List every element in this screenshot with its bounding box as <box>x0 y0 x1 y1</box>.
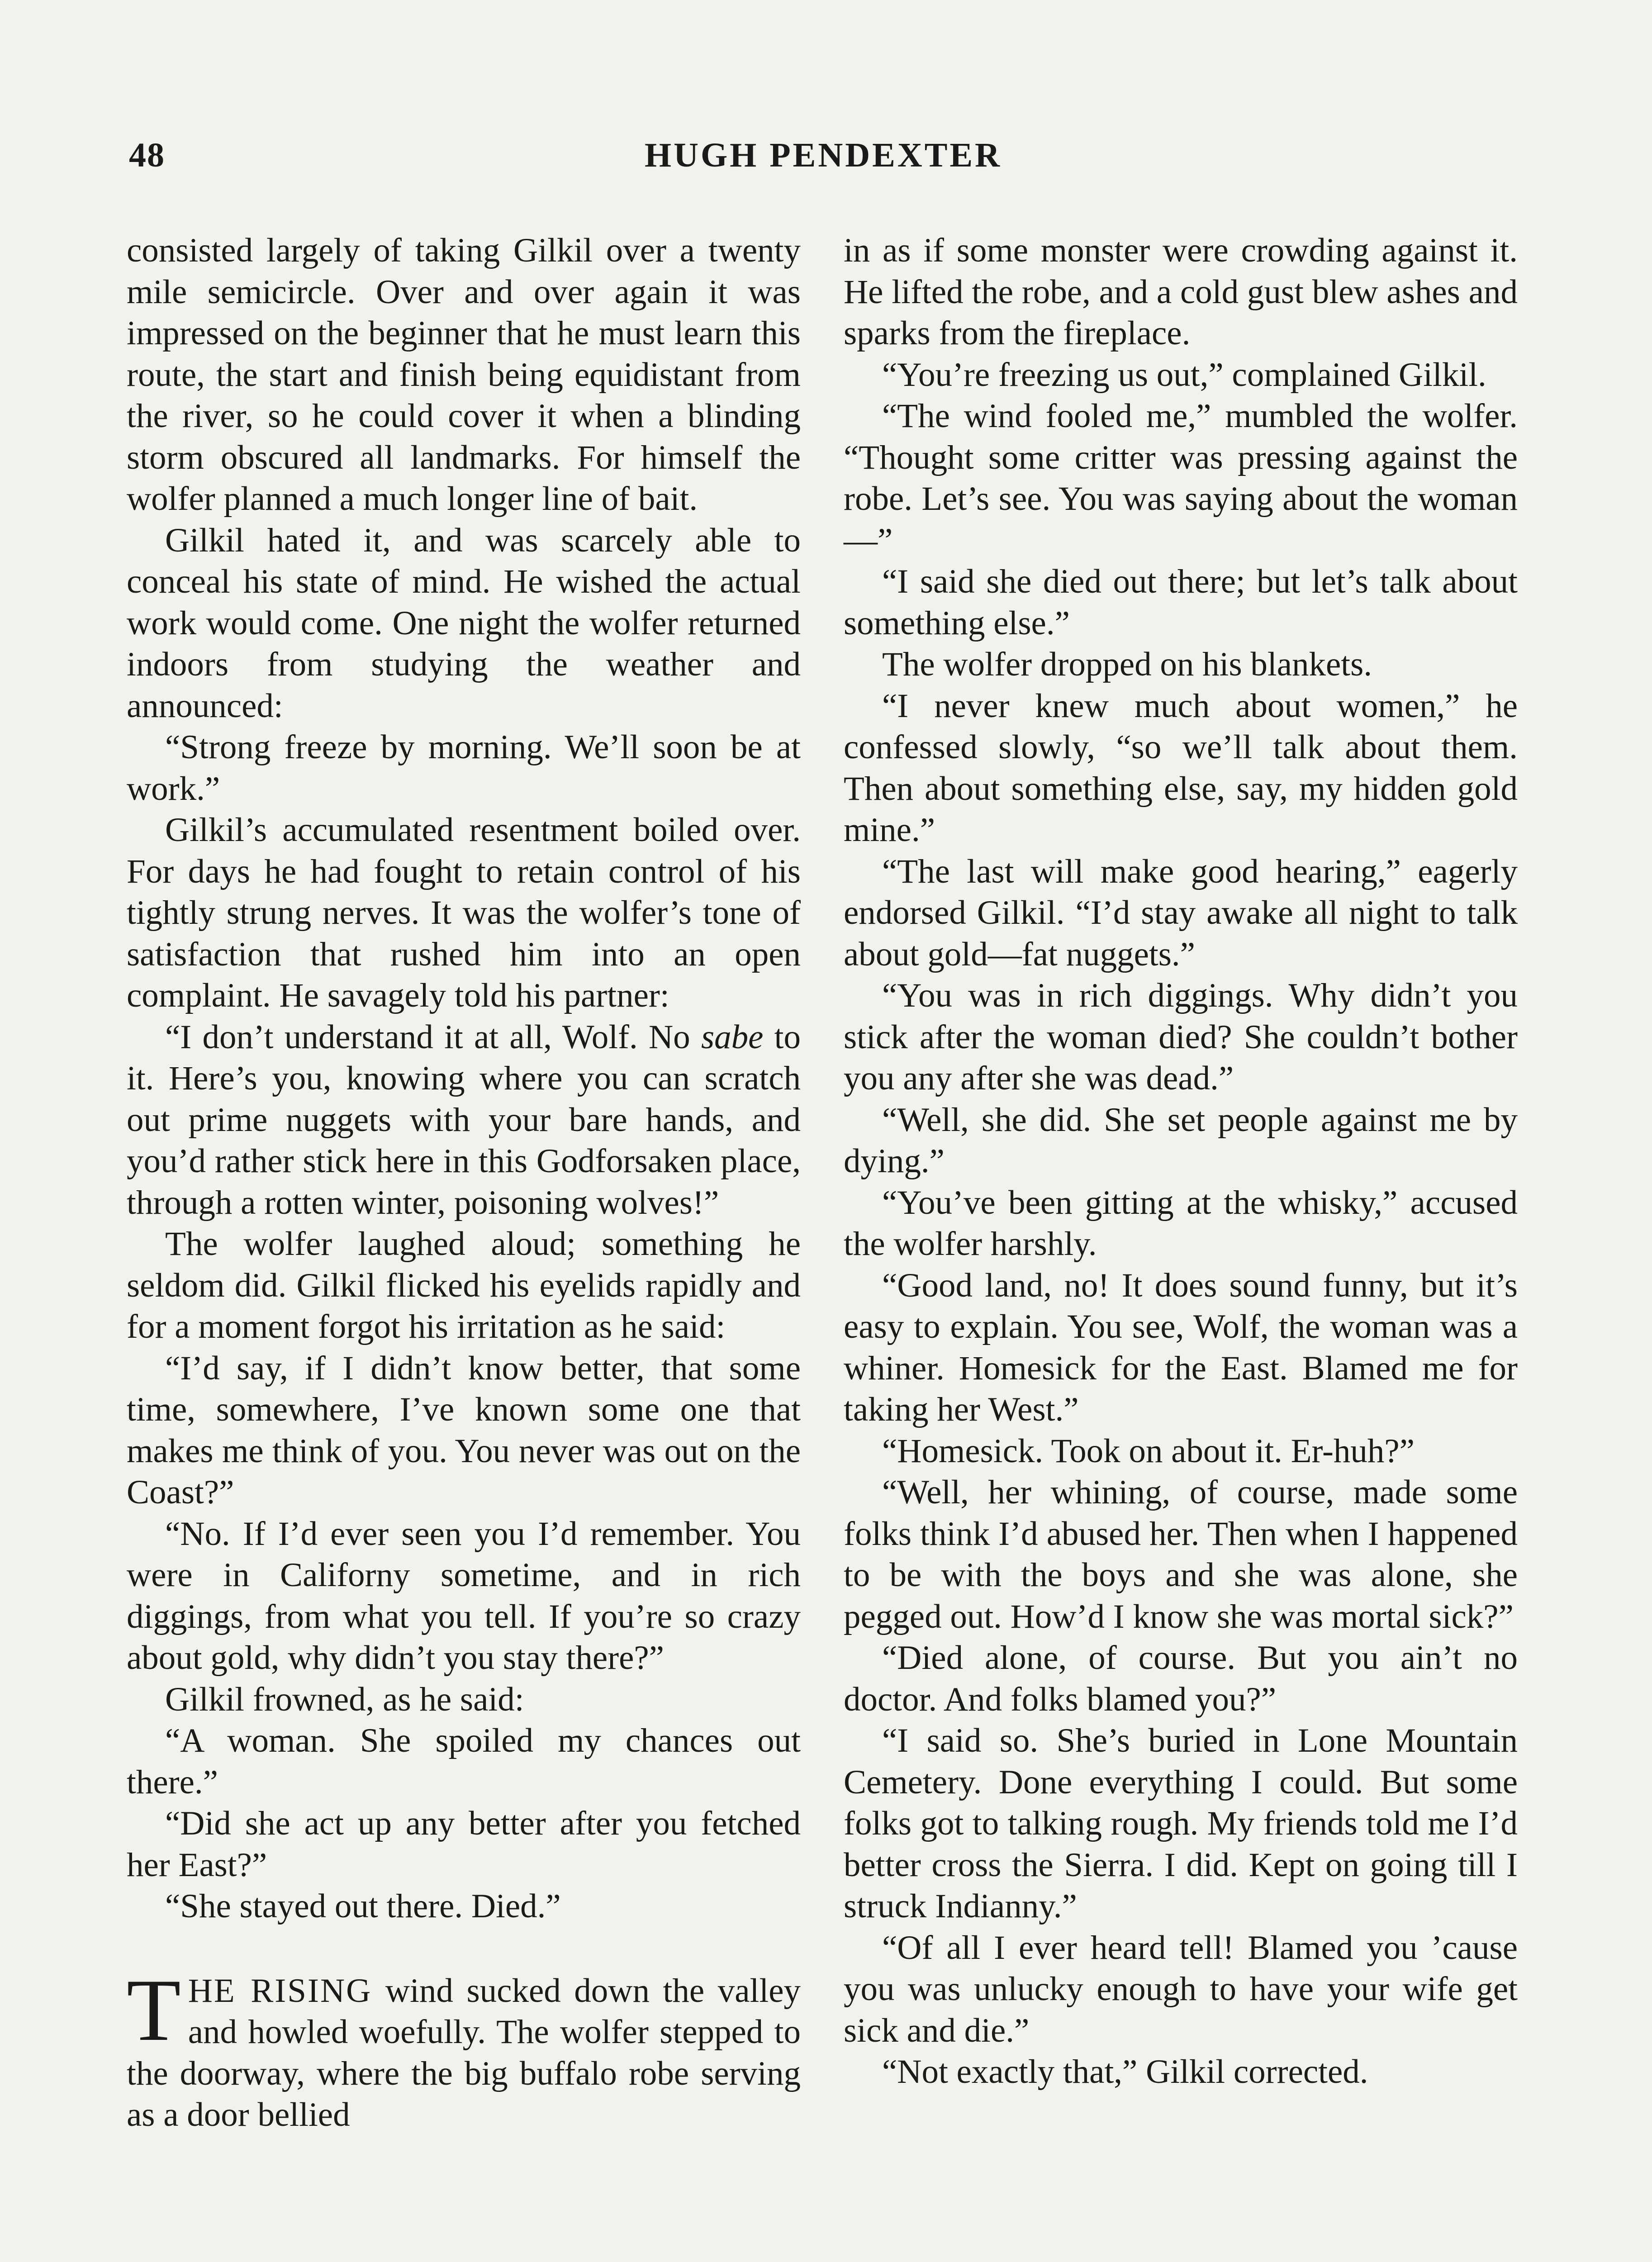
paragraph: “The wind fooled me,” mumbled the wolfer. “Thought some critter was pressing against the robe. Let’s see. You was saying about the woman—” <box>844 397 1518 559</box>
paragraph: “Of all I ever heard tell! Blamed you ’cause you was unlucky enough to have your wife get sick and die.” <box>844 1929 1518 2049</box>
paragraph: “I never knew much about women,” he confessed slowly, “so we’ll talk about them. Then about something else, say, my hidden gold mine.” <box>844 687 1518 849</box>
running-head: HUGH PENDEXTER <box>645 136 1002 174</box>
paragraph: Gilkil hated it, and was scarcely able to conceal his state of mind. He wished the actual work would come. One night the wolfer returned indoors from studying the weather and announced: <box>127 521 801 725</box>
paragraph: “You’re freezing us out,” complained Gilkil. <box>882 356 1486 394</box>
page-number: 48 <box>129 136 165 174</box>
right-column <box>844 230 1518 2093</box>
paragraph <box>127 1017 801 1224</box>
paragraph: “Good land, no! It does sound funny, but it’s easy to explain. You see, Wolf, the woman was a whiner. Homesick for the East. Blamed me for taking her West.” <box>844 1266 1518 1428</box>
paragraph: “Homesick. Took on about it. Er-huh?” <box>882 1432 1415 1470</box>
paragraph: “No. If I’d ever seen you I’d remember. You were in Californy sometime, and in rich diggings, from what you tell. If you’re so crazy about gold, why didn’t you stay there?” <box>127 1515 801 1677</box>
paragraph: The wolfer dropped on his blankets. <box>882 646 1372 683</box>
section-opening-paragraph <box>127 1961 801 2136</box>
text-run: “I don’t understand it at all, Wolf. No <box>165 1018 701 1056</box>
paragraph: “Well, her whining, of course, made some folks think I’d abused her. Then when I happened to be with the boys and she was alone, she pegged out. How’d I know she was mortal sick?” <box>844 1473 1518 1635</box>
paragraph: “You was in rich diggings. Why didn’t you stick after the woman died? She couldn’t bother you any after she was dead.” <box>844 977 1518 1097</box>
paragraph: “Died alone, of course. But you ain’t no doctor. And folks blamed you?” <box>844 1639 1518 1718</box>
paragraph: “Strong freeze by morning. We’ll soon be at work.” <box>127 728 801 808</box>
paragraph: “She stayed out there. Died.” <box>165 1887 561 1925</box>
paragraph: “The last will make good hearing,” eagerly endorsed Gilkil. “I’d stay awake all night to talk about gold—fat nuggets.” <box>844 852 1518 973</box>
paragraph: “Not exactly that,” Gilkil corrected. <box>882 2053 1368 2091</box>
paragraph: “I said she died out there; but let’s talk about something else.” <box>844 563 1518 642</box>
paragraph: The wolfer laughed aloud; something he seldom did. Gilkil flicked his eyelids rapidly and for a moment forgot his irritation as he said: <box>127 1225 801 1345</box>
paragraph: Gilkil’s accumulated resentment boiled over. For days he had fought to retain control of his tightly strung nerves. It was the wolfer’s tone of satisfaction that rushed him into an open complaint. He savagely told his partner: <box>127 811 801 1014</box>
italic-word: sabe <box>701 1018 764 1056</box>
paragraph: “Did she act up any better after you fetched her East?” <box>127 1805 801 1884</box>
paragraph: “I’d say, if I didn’t know better, that some time, somewhere, I’ve known some one that makes me think of you. You never was out on the Coast?” <box>127 1349 801 1511</box>
paragraph: in as if some monster were crowding against it. He lifted the robe, and a cold gust blew ashes and sparks from the fireplace. <box>844 232 1518 352</box>
paragraph: “You’ve been gitting at the whisky,” accused the wolfer harshly. <box>844 1183 1518 1263</box>
page-header <box>129 136 1518 190</box>
small-caps-lead: HE RISING <box>188 1972 372 2010</box>
paragraph: “Well, she did. She set people against me by dying.” <box>844 1101 1518 1180</box>
paragraph: consisted largely of taking Gilkil over a twenty mile semicircle. Over and over again it was impressed on the beginner that he must learn this route, the start and finish being equidistant from the river, so he could cover it when a blinding storm obscured all landmarks. For himself the wolfer planned a much longer line of bait. <box>127 232 801 518</box>
drop-cap: T <box>127 1961 181 2059</box>
text-run: wind sucked down the valley and howled woefully. The wolfer stepped to the doorway, where the big buffalo robe serving as a door bellied <box>127 1972 801 2134</box>
left-column <box>127 230 801 2136</box>
paragraph: Gilkil frowned, as he said: <box>165 1680 524 1718</box>
paragraph: “A woman. She spoiled my chances out there.” <box>127 1722 801 1801</box>
paragraph: “I said so. She’s buried in Lone Mountain Cemetery. Done everything I could. But some folks got to talking rough. My friends told me I’d better cross the Sierra. I did. Kept on going till I struck Indianny.” <box>844 1722 1518 1925</box>
text-run: to it. Here’s you, knowing where you can scratch out prime nuggets with your bare hands, and you’d rather stick here in this Godforsaken place, through a rotten winter, poisoning wolves!” <box>127 1018 801 1221</box>
